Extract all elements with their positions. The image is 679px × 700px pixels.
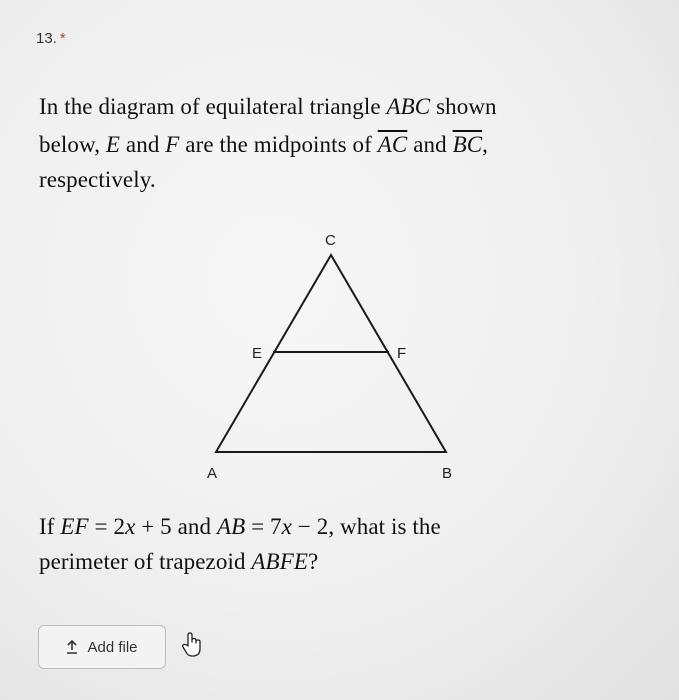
question-text-line-3: respectively.	[39, 167, 156, 192]
add-file-button[interactable]	[38, 625, 166, 669]
question-text-line-1: In the diagram of equilateral triangle ABC shown	[39, 94, 497, 119]
point-label-f: F	[397, 345, 407, 362]
triangle-abc	[216, 255, 446, 452]
question-number-text: 13.	[36, 30, 57, 47]
vertex-label-b: B	[442, 465, 453, 482]
question-text-line-2: below, E and F are the midpoints of $\overline{AC}$ and $\overline{BC}$,	[39, 132, 489, 157]
required-marker: *	[59, 30, 66, 47]
upload-icon	[66, 640, 78, 654]
point-label-e: E	[252, 345, 263, 362]
question-text-line-5: perimeter of trapezoid ABFE?	[39, 549, 319, 574]
question-text-line-4: If EF = 2x + 5 and AB = 7x − 2, what is the	[39, 514, 441, 539]
vertex-label-c: C	[325, 232, 336, 249]
vertex-label-a: A	[207, 465, 218, 482]
add-file-label: Add file	[87, 638, 138, 656]
hand-pointer-icon	[181, 632, 203, 658]
